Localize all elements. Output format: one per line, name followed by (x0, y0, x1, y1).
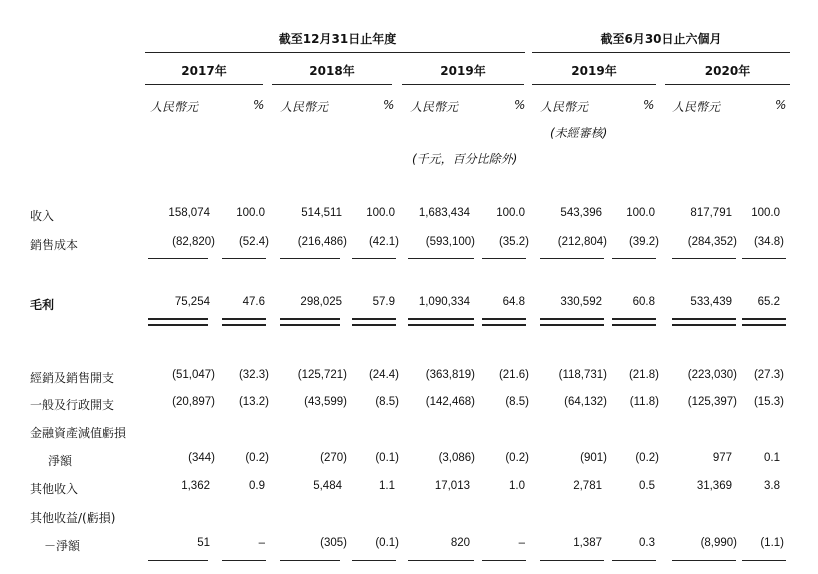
cell: 100.0 (366, 207, 395, 219)
cell: (901) (580, 452, 607, 464)
cell: 60.8 (632, 296, 655, 308)
cell: (35.2) (498, 236, 529, 248)
cell: 2,781 (573, 480, 602, 492)
unit-rmb-h1-2019: 人民幣元 (540, 100, 589, 114)
subtotal-rule (742, 258, 786, 259)
cell: (3,086) (438, 452, 475, 464)
cell: (20,897) (172, 396, 215, 408)
cell: – (518, 537, 525, 549)
cell: (8.5) (375, 396, 399, 408)
unaudited-note: (未經審核) (550, 126, 608, 140)
cell: 1,090,334 (418, 296, 470, 308)
year-2019-header: 2019年 (440, 64, 486, 78)
cell: 17,013 (434, 480, 470, 492)
cell: (21.8) (628, 369, 659, 381)
cell: 817,791 (690, 207, 732, 219)
cell: 0.1 (764, 452, 780, 464)
total-double-rule (222, 318, 266, 326)
cell: 0.5 (639, 480, 655, 492)
cell: (0.2) (245, 452, 269, 464)
row-label-distribution-expenses: 經銷及銷售開支 (30, 371, 115, 385)
six-month-header-rule (532, 52, 790, 53)
total-double-rule (482, 318, 526, 326)
row-label-cost-of-sales: 銷售成本 (30, 238, 79, 252)
cell: 977 (712, 452, 732, 464)
subtotal-rule (280, 560, 340, 561)
subtotal-rule (482, 560, 526, 561)
h1-2019-rule (532, 84, 656, 85)
cell: (363,819) (425, 369, 475, 381)
cell: (284,352) (687, 236, 737, 248)
cell: 543,396 (560, 207, 602, 219)
subtotal-rule (222, 560, 266, 561)
cell: (344) (188, 452, 215, 464)
cell: 0.3 (639, 537, 655, 549)
unit-rmb-2017: 人民幣元 (150, 100, 199, 114)
year-2018-header: 2018年 (309, 64, 355, 78)
cell: (0.2) (635, 452, 659, 464)
cell: (270) (320, 452, 347, 464)
cell: (13.2) (238, 396, 269, 408)
unit-pct-2018: % (383, 98, 395, 112)
cell: (43,599) (304, 396, 347, 408)
subtotal-rule (352, 560, 396, 561)
total-double-rule (672, 318, 736, 326)
cell: 0.9 (249, 480, 265, 492)
cell: (52.4) (238, 236, 269, 248)
cell: (593,100) (425, 236, 475, 248)
cell: 3.8 (764, 480, 780, 492)
subtotal-rule (222, 258, 266, 259)
subtotal-rule (612, 560, 656, 561)
cell: (0.2) (505, 452, 529, 464)
cell: 100.0 (236, 207, 265, 219)
cell: 533,439 (690, 296, 732, 308)
cell: 75,254 (174, 296, 210, 308)
cell: (0.1) (375, 537, 399, 549)
cell: (15.3) (753, 396, 784, 408)
subtotal-rule (612, 258, 656, 259)
cell: 65.2 (757, 296, 780, 308)
row-label-impairment: 金融資產減值虧損 (30, 426, 127, 440)
year-2018-rule (272, 84, 392, 85)
cell: 1.0 (509, 480, 525, 492)
cell: (11.8) (629, 396, 659, 408)
cell: (1.1) (760, 537, 784, 549)
six-month-header: 截至6月30日止六個月 (600, 32, 722, 46)
subtotal-rule (148, 258, 208, 259)
total-double-rule (408, 318, 474, 326)
subtotal-rule (672, 560, 736, 561)
cell: (64,132) (564, 396, 607, 408)
total-double-rule (612, 318, 656, 326)
year-end-header-rule (145, 52, 525, 53)
subtotal-rule (148, 560, 208, 561)
subtotal-rule (408, 560, 474, 561)
cell: (51,047) (172, 369, 215, 381)
cell: 514,511 (301, 207, 342, 219)
subtotal-rule (408, 258, 474, 259)
total-double-rule (540, 318, 604, 326)
total-double-rule (742, 318, 786, 326)
cell: 100.0 (751, 207, 780, 219)
cell: 820 (450, 537, 470, 549)
unit-pct-h1-2019: % (643, 98, 655, 112)
total-double-rule (280, 318, 340, 326)
row-label-other-gains: 其他收益/(虧損) (30, 511, 116, 525)
cell: 31,369 (696, 480, 732, 492)
h1-2019-header: 2019年 (571, 64, 617, 78)
unit-rmb-2018: 人民幣元 (280, 100, 329, 114)
cell: (39.2) (628, 236, 659, 248)
subtotal-rule (482, 258, 526, 259)
cell: (32.3) (238, 369, 269, 381)
subtotal-rule (742, 560, 786, 561)
cell: (82,820) (172, 236, 215, 248)
cell: (34.8) (753, 236, 784, 248)
row-label-admin-expenses: 一般及行政開支 (30, 398, 115, 412)
unit-pct-2017: % (253, 98, 265, 112)
cell: (0.1) (375, 452, 399, 464)
unit-rmb-h1-2020: 人民幣元 (672, 100, 721, 114)
unit-pct-h1-2020: % (775, 98, 787, 112)
cell: (8.5) (505, 396, 529, 408)
row-label-other-income: 其他收入 (30, 482, 79, 496)
subtotal-rule (280, 258, 340, 259)
total-double-rule (148, 318, 208, 326)
cell: 330,592 (560, 296, 602, 308)
h1-2020-header: 2020年 (704, 64, 751, 78)
cell: 100.0 (496, 207, 525, 219)
row-label-revenue: 收入 (30, 209, 55, 223)
cell: (305) (320, 537, 347, 549)
subtotal-rule (672, 258, 736, 259)
unit-pct-2019: % (514, 98, 526, 112)
cell: (142,468) (425, 396, 475, 408)
cell: (42.1) (368, 236, 399, 248)
row-label-other-gains-net: －淨額 (44, 539, 81, 553)
year-2019-rule (402, 84, 524, 85)
row-label-impairment-net: 淨額 (48, 454, 73, 468)
unit-rmb-2019: 人民幣元 (410, 100, 459, 114)
cell: – (258, 537, 265, 549)
cell: 51 (197, 537, 210, 549)
year-end-header: 截至12月31日止年度 (278, 32, 397, 46)
cell: (24.4) (368, 369, 399, 381)
cell: 5,484 (313, 480, 342, 492)
cell: (125,721) (297, 369, 347, 381)
cell: (27.3) (753, 369, 784, 381)
cell: 298,025 (300, 296, 342, 308)
total-double-rule (352, 318, 396, 326)
cell: 64.8 (502, 296, 525, 308)
year-2017-rule (145, 84, 263, 85)
cell: (21.6) (498, 369, 529, 381)
cell: (212,804) (557, 236, 607, 248)
year-2017-header: 2017年 (181, 64, 227, 78)
subtotal-rule (540, 560, 604, 561)
cell: 1,362 (181, 480, 210, 492)
cell: (216,486) (297, 236, 347, 248)
unit-note: (千元，百分比除外) (412, 152, 518, 166)
cell: 158,074 (168, 207, 210, 219)
cell: (8,990) (700, 537, 737, 549)
h1-2020-rule (665, 84, 790, 85)
cell: (125,397) (687, 396, 737, 408)
cell: 1,683,434 (418, 207, 470, 219)
subtotal-rule (540, 258, 604, 259)
cell: 100.0 (626, 207, 655, 219)
cell: 1.1 (379, 480, 395, 492)
cell: 1,387 (573, 537, 602, 549)
cell: (118,731) (558, 369, 607, 381)
cell: 47.6 (242, 296, 265, 308)
row-label-gross-profit: 毛利 (30, 298, 55, 312)
cell: 57.9 (372, 296, 395, 308)
cell: (223,030) (687, 369, 737, 381)
subtotal-rule (352, 258, 396, 259)
